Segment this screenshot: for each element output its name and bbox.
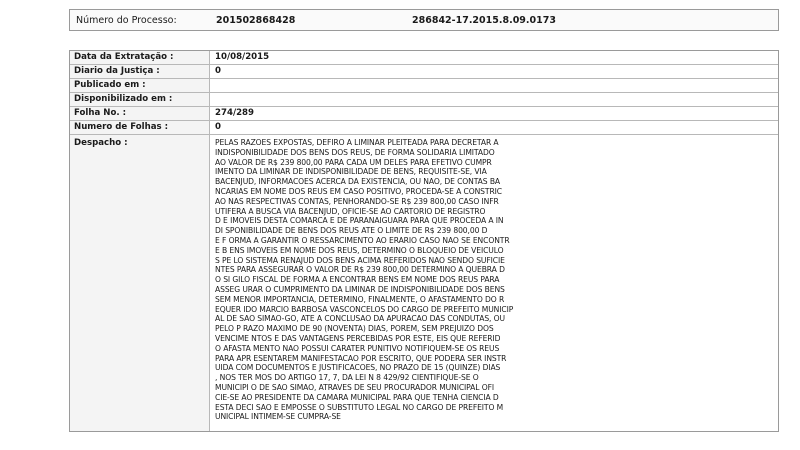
despacho-line: , NOS TER MOS DO ARTIGO 17, 7, DA LEI N 8 429/92 CIENTIFIQUE-SE O — [215, 373, 479, 383]
row-folha-no — [70, 107, 778, 121]
despacho-line: ASSEG URAR O CUMPRIMENTO DA LIMINAR DE INDISPONIBILIDADE DOS BENS — [215, 284, 505, 294]
despacho-line: ESTA DECI SAO E EMPOSSE O SUBSTITUTO LEGAL NO CARGO DE PREFEITO M — [215, 402, 504, 412]
despacho-line: PELAS RAZOES EXPOSTAS, DEFIRO A LIMINAR PLEITEADA PARA DECRETAR A — [215, 138, 499, 147]
publicado-em-label: Publicado em : — [70, 79, 210, 92]
despacho-line: D E IMOVEIS DESTA COMARCA E DE PARANAIGUARA PARA QUE PROCEDA A IN — [215, 216, 504, 226]
process-number-box — [69, 9, 779, 31]
process-details-table — [69, 50, 779, 432]
row-publicado-em — [70, 79, 778, 93]
despacho-line: VENCIME NTOS E DAS VANTAGENS PERCEBIDAS POR ESTE, EIS QUE REFERID — [215, 333, 501, 343]
despacho-line: UIDA COM DOCUMENTOS E JUSTIFICACOES, NO PRAZO DE 15 (QUINZE) DIAS — [215, 363, 501, 373]
folha-no-value: 274/289 — [215, 108, 255, 118]
despacho-line: AL DE SAO SIMAO-GO, ATE A CONCLUSAO DA APURACAO DAS CONDUTAS, OU — [215, 314, 506, 324]
process-cnj-number-value: 286842-17.2015.8.09.0173 — [412, 15, 556, 26]
despacho-line: SEM MENOR IMPORTANCIA, DETERMINO, FINALMENTE, O AFASTAMENTO DO R — [215, 294, 505, 304]
despacho-line: PARA APR ESENTAREM MANIFESTACAO POR ESCRITO, QUE PODERA SER INSTR — [215, 353, 507, 363]
despacho-line: CIE-SE AO PRESIDENTE DA CAMARA MUNICIPAL PARA QUE TENHA CIENCIA D — [215, 392, 499, 402]
despacho-line: AO VALOR DE R$ 239 800,00 PARA CADA UM DELES PARA EFETIVO CUMPR — [215, 157, 492, 167]
disponibilizado-em-value — [211, 93, 215, 106]
diario-justica-label: Diario da Justiça : — [70, 65, 210, 78]
despacho-line: UNICIPAL INTIMEM-SE CUMPRA-SE — [215, 412, 341, 422]
disponibilizado-em-label: Disponibilizado em : — [70, 93, 210, 106]
despacho-label: Despacho : — [70, 135, 210, 431]
despacho-line: BACENJUD, INFORMACOES ACERCA DA EXISTENCIA, OU NAO, DE CONTAS BA — [215, 177, 501, 187]
despacho-line: DI SPONIBILIDADE DE BENS DOS REUS ATE O LIMITE DE R$ 239 800,00 D — [215, 226, 488, 236]
despacho-line: PELO P RAZO MAXIMO DE 90 (NOVENTA) DIAS, POREM, SEM PREJUIZO DOS — [215, 324, 494, 334]
despacho-line: E B ENS IMOVEIS EM NOME DOS REUS, DETERMINO O BLOQUEIO DE VEICULO — [215, 245, 504, 255]
data-extratacao-label: Data da Extratação : — [70, 51, 210, 64]
numero-folhas-value: 0 — [215, 122, 221, 132]
despacho-line: S PE LO SISTEMA RENAJUD DOS BENS ACIMA REFERIDOS NAO SENDO SUFICIE — [215, 255, 505, 265]
row-diario-justica — [70, 65, 778, 79]
publicado-em-value — [211, 79, 215, 92]
process-number-label: Número do Processo: — [76, 15, 177, 26]
despacho-text — [215, 138, 635, 422]
row-disponibilizado-em — [70, 93, 778, 107]
row-numero-folhas — [70, 121, 778, 135]
process-number-value: 201502868428 — [216, 15, 296, 26]
despacho-line: MUNICIPI O DE SAO SIMAO, ATRAVES DE SEU PROCURADOR MUNICIPAL OFI — [215, 382, 495, 392]
numero-folhas-label: Numero de Folhas : — [70, 121, 210, 134]
despacho-line: E F ORMA A GARANTIR O RESSARCIMENTO AO ERARIO CASO NAO SE ENCONTR — [215, 235, 510, 245]
despacho-line: AO NAS RESPECTIVAS CONTAS, PENHORANDO-SE R$ 239 800,00 CASO INFR — [215, 196, 499, 206]
despacho-line: IMENTO DA LIMINAR DE INDISPONIBILIDADE DE BENS, REQUISITE-SE, VIA — [215, 167, 487, 177]
data-extratacao-value: 10/08/2015 — [215, 52, 270, 62]
despacho-line: NTES PARA ASSEGURAR O VALOR DE R$ 239 800,00 DETERMINO A QUEBRA D — [215, 265, 505, 275]
folha-no-label: Folha No. : — [70, 107, 210, 120]
row-data-extratacao — [70, 51, 778, 65]
row-despacho — [70, 135, 778, 431]
despacho-line: INDISPONIBILIDADE DOS BENS DOS REUS, DE FORMA SOLIDARIA LIMITADO — [215, 147, 495, 157]
diario-justica-value: 0 — [215, 66, 221, 76]
despacho-line: O SI GILO FISCAL DE FORMA A ENCONTRAR BENS EM NOME DOS REUS PARA — [215, 275, 500, 285]
despacho-line: UTIFERA A BUSCA VIA BACENJUD, OFICIE-SE AO CARTORIO DE REGISTRO — [215, 206, 486, 216]
despacho-line: EQUER IDO MARCIO BARBOSA VASCONCELOS DO CARGO DE PREFEITO MUNICIP — [215, 304, 514, 314]
despacho-line: O AFASTA MENTO NAO POSSUI CARATER PUNITIVO NOTIFIQUEM-SE OS REUS — [215, 343, 500, 353]
despacho-line: NCARIAS EM NOME DOS REUS EM CASO POSITIVO, PROCEDA-SE A CONSTRIC — [215, 186, 502, 196]
